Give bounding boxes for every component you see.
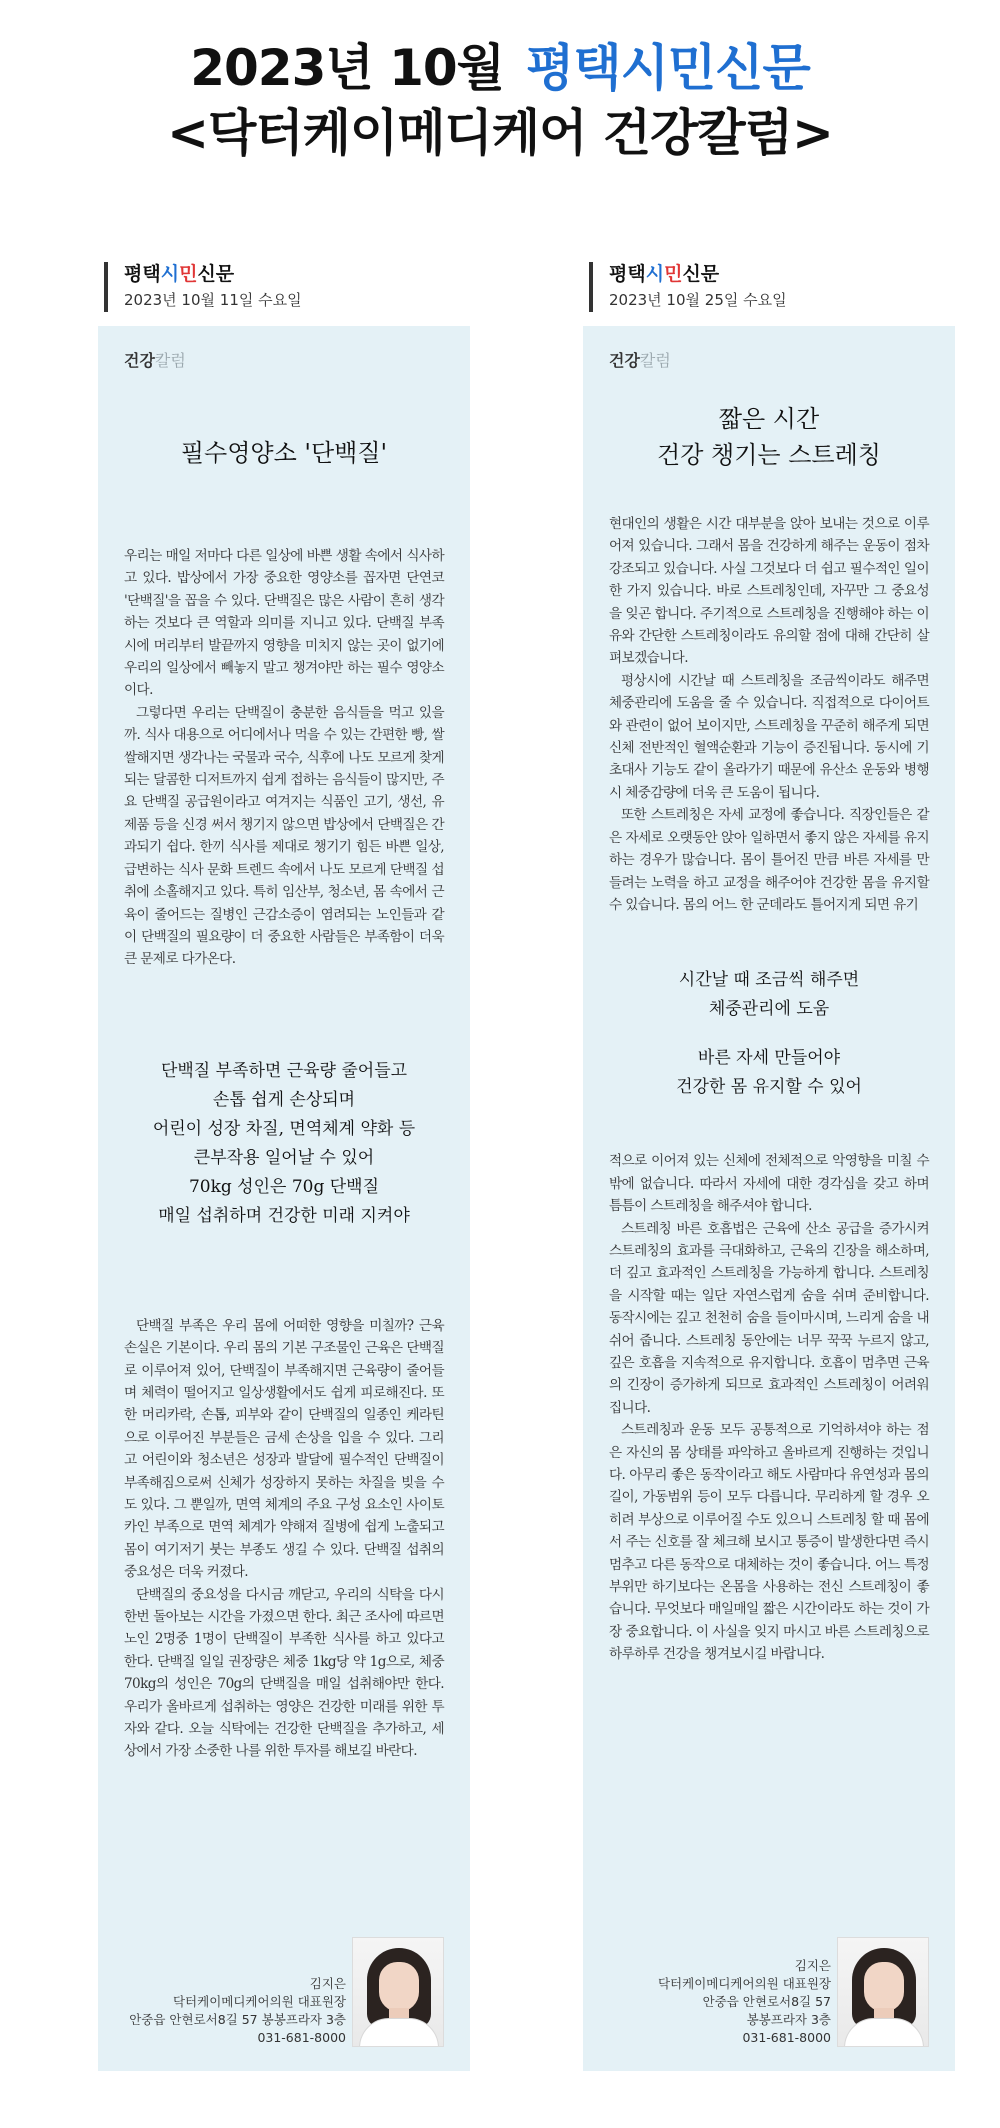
paragraph: 평상시에 시간날 때 스트레칭을 조금씩이라도 해주면 체중관리에 도움을 줄 수 있습니다. 직접적으로 다이어트와 관련이 없어 보이지만, 스트레칭을 꾸준히 해주게 되면 신체 전반적인 혈액순환과 기능이 증진됩니다. 동시에 기초대사 기능도 같이 올라가기 때문에 유산소 운동와 병행 시 체중감량에 더욱 큰 도움이 됩니다. — [609, 672, 929, 801]
author-signature — [658, 1937, 929, 2047]
page-header — [0, 38, 1000, 164]
masthead-right — [589, 262, 955, 312]
page-title-brand: 평택시민신문 — [525, 39, 810, 97]
author-signature — [129, 1937, 444, 2047]
tag-part: 칼럼 — [639, 351, 671, 370]
author-address: 안중읍 안현로서8길 57 — [702, 1994, 831, 2009]
paragraph: 우리는 매일 저마다 다른 일상에 바쁜 생활 속에서 식사하고 있다. 밥상에서 가장 중요한 영양소를 꼽자면 단연코 '단백질'을 꼽을 수 있다. 단백질은 많은 사람이 흔히 생각하는 것보다 큰 역할과 의미를 지니고 있다. 단백질 부족 시에 머리부터 발끝까지 영향을 미치지 않는 곳이 없기에 우리의 일상에서 빼놓지 말고 챙겨야만 하는 필수 영양소이다. — [124, 548, 444, 699]
paragraph: 스트레칭과 운동 모두 공통적으로 기억하셔야 하는 점은 자신의 몸 상태를 파악하고 올바르게 진행하는 것입니다. 아무리 좋은 동작이라고 해도 사람마다 유연성과 몸의 길이, 가동범위 등이 모두 다릅니다. 무리하게 할 경우 오히려 부상으로 이루어질 수도 있으니 스트레칭 할 때 몸에서 주는 신호를 잘 체크해 보시고 통증이 발생한다면 즉시 멈추고 다른 동작으로 대체하는 것이 좋습니다. 어느 특정 부위만 하기보다는 온몸을 사용하는 전신 스트레칭이 좋습니다. 무엇보다 매일매일 짧은 시간이라도 하는 것이 가장 중요합니다. 이 사실을 잊지 마시고 바른 스트레칭으로 하루하루 건강을 챙겨보시길 바랍니다. — [609, 1422, 929, 1663]
article-headline — [609, 401, 929, 473]
section-tag — [609, 348, 929, 371]
article-box — [98, 326, 470, 2071]
paragraph: 또한 스트레칭은 자세 교정에 좋습니다. 직장인들은 같은 자세로 오랫동안 앉아 일하면서 좋지 않은 자세를 유지하는 경우가 많습니다. 몸이 틀어진 만큼 바른 자세를 만들려는 노력을 하고 교정을 해주어야 건강한 몸을 유지할 수 있습니다. 몸의 어느 한 군데라도 틀어지게 되면 유기 — [609, 807, 929, 913]
logo-part: 평택 — [609, 263, 646, 285]
author-name: 김지은 — [794, 1958, 831, 1973]
tag-part: 건강 — [124, 351, 155, 370]
pull-quote-line: 건강한 몸 유지할 수 있어 — [676, 1077, 862, 1098]
logo-part: 시 — [160, 263, 180, 285]
author-title: 닥터케이메디케어의원 대표원장 — [657, 1976, 831, 1991]
headline-line: 짧은 시간 — [718, 405, 820, 433]
logo-part: 평택 — [124, 263, 161, 285]
left-column — [98, 262, 470, 2071]
paragraph: 단백질 부족은 우리 몸에 어떠한 영향을 미칠까? 근육 손실은 기본이다. 우리 몸의 기본 구조물인 근육은 단백질로 이루어져 있어, 단백질이 부족해지면 근육량이 줄어들며 체력이 떨어지고 일상생활에서도 쉽게 피로해진다. 또한 머리카락, 손톱, 피부와 같이 단백질의 일종인 케라틴으로 이루어진 부분들은 금세 손상을 입을 수 있다. 그리고 어린이와 청소년은 성장과 발달에 필수적인 단백질이 부족해짐으로써 신체가 성장하지 못하는 차질을 빚을 수도 있다. 그 뿐일까, 면역 체계의 주요 구성 요소인 사이토카인 부족으로 면역 체계가 약해져 질병에 쉽게 노출되고 몸이 여기저기 붓는 부종도 생길 수 있다. 단백질 섭취의 중요성은 더욱 커졌다. — [124, 1317, 444, 1581]
author-address-line2: 봉봉프라자 3층 — [746, 2012, 831, 2027]
article-body-continued — [609, 1150, 929, 1665]
issue-date: 2023년 10월 25일 수요일 — [609, 291, 787, 309]
section-tag — [124, 348, 444, 371]
pull-quote-line: 시간날 때 조금씩 해주면 — [678, 970, 860, 991]
pull-quote-line: 큰부작용 일어날 수 있어 — [193, 1147, 375, 1168]
pull-quote-line: 손톱 쉽게 손상되며 — [212, 1089, 356, 1110]
issue-date: 2023년 10월 11일 수요일 — [124, 291, 302, 309]
paragraph: 적으로 이어져 있는 신체에 전체적으로 악영향을 미칠 수밖에 없습니다. 따라서 자세에 대한 경각심을 갖고 하며 틈틈이 스트레칭을 해주셔야 합니다. — [609, 1153, 929, 1215]
author-name: 김지은 — [309, 1976, 346, 1991]
pull-quote-line: 바른 자세 만들어야 — [697, 1048, 841, 1069]
masthead-left — [104, 262, 470, 312]
article-body — [609, 513, 929, 916]
paragraph: 그렇다면 우리는 단백질이 충분한 음식들을 먹고 있을까. 식사 대용으로 어디에서나 먹을 수 있는 간편한 빵, 쌀쌀해지면 생각나는 국물과 국수, 식후에 나도 모르게 찾게 되는 달콤한 디저트까지 쉽게 접하는 음식들이 많지만, 주요 단백질 공급원이라고 여겨지는 식품인 고기, 생선, 유제품 등을 신경 써서 챙기지 않으면 밥상에서 단백질은 간과되기 쉽다. 한끼 식사를 제대로 챙기기 힘든 바쁜 일상, 급변하는 식사 문화 트렌드 속에서 나도 모르게 단백질 섭취에 소홀해지고 있다. 특히 임산부, 청소년, 몸 속에서 근육이 줄어드는 질병인 근감소증이 염려되는 노인들과 같이 단백질의 필요량이 더 중요한 사람들은 부족함이 더욱 큰 문제로 다가온다. — [124, 704, 444, 968]
page-subtitle: <닥터케이메디케어 건강칼럼> — [167, 104, 833, 162]
pull-quote-line: 단백질 부족하면 근육량 줄어들고 — [160, 1060, 408, 1081]
logo-part: 신문 — [682, 263, 720, 285]
author-photo — [837, 1937, 929, 2047]
logo-part: 민 — [179, 263, 198, 285]
logo-part: 신문 — [197, 263, 235, 285]
page-title-date: 2023년 10월 — [190, 39, 504, 97]
author-phone: 031-681-8000 — [742, 2030, 831, 2045]
paragraph: 스트레칭 바른 호흡법은 근육에 산소 공급을 증가시켜 스트레칭의 효과를 극대화하고, 근육의 긴장을 해소하며, 더 깊고 효과적인 스트레칭을 가능하게 합니다. 스트레칭을 시작할 때는 일단 자연스럽게 숨을 쉬며 준비합니다. 동작시에는 깊고 천천히 숨을 들이마시며, 느리게 숨을 내쉬어 줍니다. 스트레칭 동안에는 너무 꾹꾹 누르지 않고, 깊은 호흡을 지속적으로 유지합니다. 호흡이 멈추면 근육의 긴장이 증가하게 되므로 효과적인 스트레칭이 어려워집니다. — [609, 1220, 929, 1416]
paragraph: 단백질의 중요성을 다시금 깨닫고, 우리의 식탁을 다시 한번 돌아보는 시간을 가졌으면 한다. 최근 조사에 따르면 노인 2명중 1명이 단백질이 부족한 식사를 하고 있다고 한다. 단백질 일일 권장량은 체중 1kg당 약 1g으로, 체중 70kg의 성인은 70g의 단백질을 매일 섭취해야만 한다. 우리가 올바르게 섭취하는 영양은 건강한 미래를 위한 투자와 같다. 오늘 식탁에는 건강한 단백질을 추가하고, 세상에서 가장 소중한 나를 위한 투자를 해보길 바란다. — [124, 1586, 444, 1760]
pull-quote — [124, 1057, 444, 1231]
tag-part: 칼럼 — [154, 351, 186, 370]
pull-quote-line: 매일 섭취하며 건강한 미래 지켜야 — [158, 1205, 410, 1226]
pull-quote-line: 체중관리에 도움 — [708, 999, 830, 1020]
article-box — [583, 326, 955, 2071]
paragraph: 현대인의 생활은 시간 대부분을 앉아 보내는 것으로 이루어져 있습니다. 그래서 몸을 건강하게 해주는 운동이 점차 강조되고 있습니다. 사실 그것보다 더 쉽고 필수적인 일이 한 가지 있습니다. 바로 스트레칭인데, 자꾸만 그 중요성을 잊곤 합니다. 주기적으로 스트레칭을 진행해야 하는 이유와 간단한 스트레칭이라도 유의할 점에 대해 간단히 살펴보겠습니다. — [609, 516, 929, 667]
headline-line: 건강 챙기는 스트레칭 — [657, 441, 881, 469]
author-address: 안중읍 안현로서8길 57 봉봉프라자 3층 — [129, 2012, 346, 2027]
article-headline: 필수영양소 '단백질' — [180, 439, 388, 467]
author-photo — [352, 1937, 444, 2047]
article-body-continued — [124, 1315, 444, 1763]
newspaper-logo — [609, 262, 955, 286]
tag-part: 건강 — [609, 351, 640, 370]
logo-part: 민 — [664, 263, 683, 285]
newspaper-logo — [124, 262, 470, 286]
article-body — [124, 545, 444, 971]
logo-part: 시 — [645, 263, 665, 285]
author-title: 닥터케이메디케어의원 대표원장 — [172, 1994, 346, 2009]
pull-quote-line: 어린이 성장 차질, 면역체계 약화 등 — [152, 1118, 416, 1139]
author-info — [658, 1957, 831, 2047]
pull-quote — [609, 966, 929, 1102]
right-column — [583, 262, 955, 2071]
author-info — [129, 1975, 346, 2047]
pull-quote-line: 70kg 성인은 70g 단백질 — [188, 1176, 380, 1197]
page-title — [0, 38, 1000, 98]
author-phone: 031-681-8000 — [257, 2030, 346, 2045]
